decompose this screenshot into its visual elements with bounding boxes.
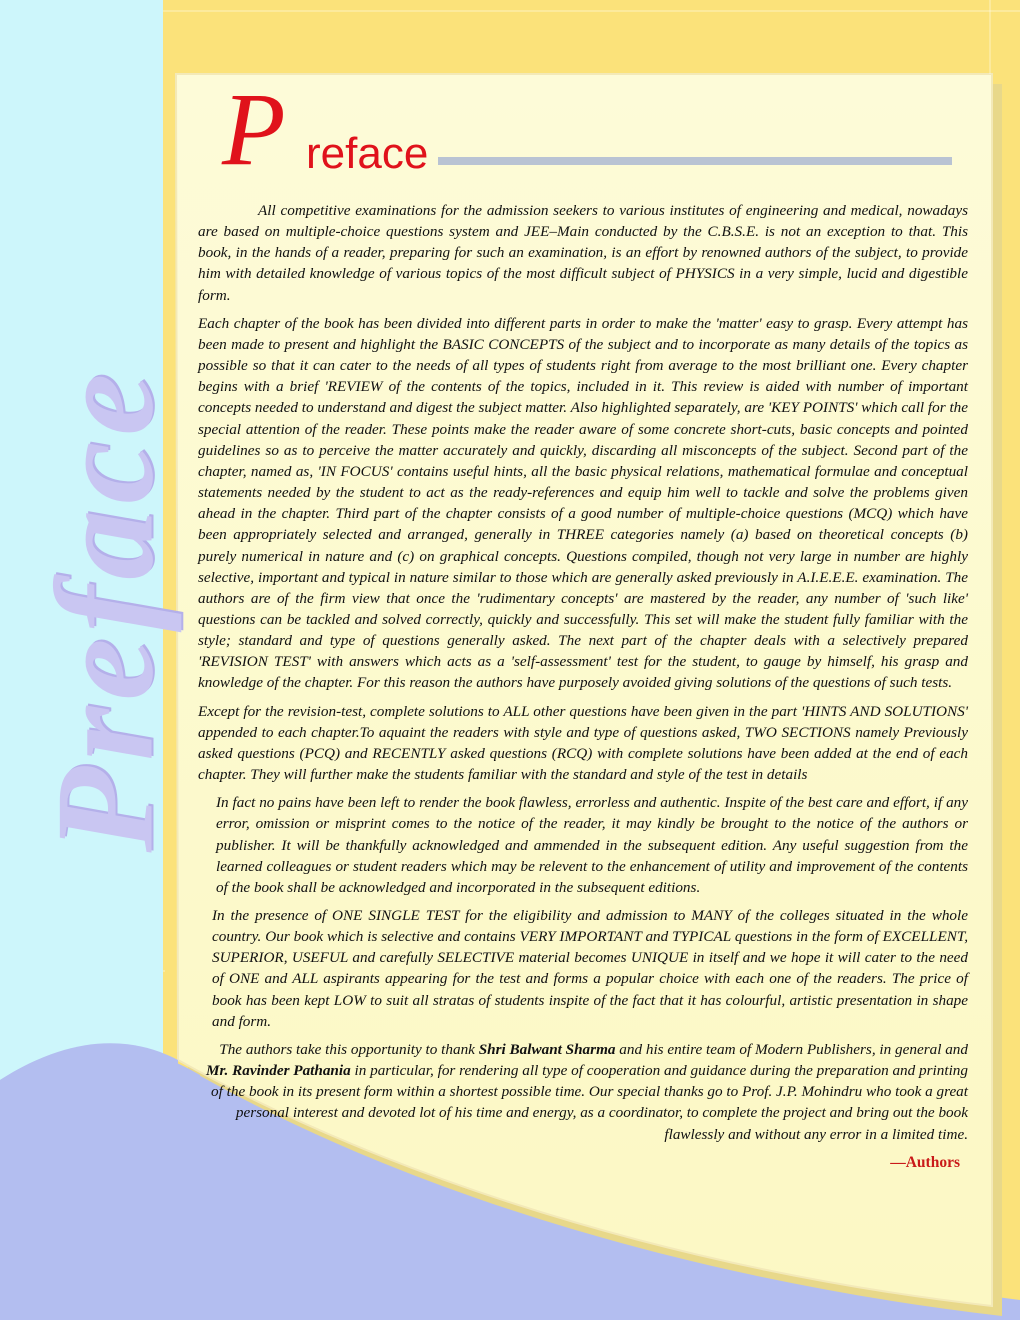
paragraph-acknowledgements xyxy=(198,1039,968,1145)
ack-text-2: and his entire team of Modern Publishers, in general and xyxy=(615,1040,968,1058)
paragraph-single-test: In the presence of ONE SINGLE TEST for the eligibility and admission to MANY of the colleges situated in the whole country. Our book which is selective and contains VERY IMPORTANT and TYPICAL questions in the form of EXCELLENT, SUPERIOR, USEFUL and carefully SELECTIVE material becomes UNIQUE in itself and we hope it will cater to the need of ONE and ALL aspirants appearing for the test and forms a popular choice with each one of the readers. The price of book has been kept LOW to suit all stratas of students inspite of the fact that it has colourful, artistic presentation in shape and form. xyxy=(212,907,968,1030)
preface-body xyxy=(198,200,968,1173)
ack-text-1: The authors take this opportunity to thank xyxy=(219,1040,479,1058)
side-title-decorative: Preface xyxy=(27,367,183,853)
title-underline-bar xyxy=(438,157,952,165)
paragraph-solutions: Except for the revision-test, complete solutions to ALL other questions have been given in the part 'HINTS AND SOLUTIONS' appended to each chapter.To aquaint the readers with style and type of questions asked, TWO SECTIONS namely Previously asked questions (PCQ) and RECENTLY asked questions (RCQ) with complete solutions have been added at the end of each chapter. They will further make the students familiar with the standard and style of the test in details xyxy=(198,702,968,784)
title-initial: P xyxy=(222,72,286,187)
ack-text-3: in particular, for rendering all type of cooperation and guidance during the preparation and printing of the book in its present form within a shortest possible time. Our special thanks go to Prof. J.P. Mohindru who took a great personal interest and devoted lot of his time and energy, as a coordinator, to complete the project and bring out the book flawlessly and without any error in a limited time. xyxy=(211,1062,968,1143)
ack-name-1: Shri Balwant Sharma xyxy=(478,1040,616,1058)
ack-name-2: Mr. Ravinder Pathania xyxy=(205,1062,351,1080)
paragraph-intro: All competitive examinations for the admission seekers to various institutes of engineering and medical, nowadays are based on multiple-choice questions system and JEE–Main conducted by the C.B.S.E. is not an exception to that. This book, in the hands of a reader, preparing for such an examination, is an effort by renowned authors of the subject, to provide him with detailed knowledge of various topics of the most difficult subject of PHYSICS in a very simple, lucid and digestible form. xyxy=(198,202,968,304)
title-rest: reface xyxy=(306,129,429,178)
signature: —Authors xyxy=(890,1153,960,1171)
paragraph-errors: In fact no pains have been left to render the book flawless, errorless and authentic. Inspite of the best care and effort, if any error, omission or misprint comes to the notice of the reader, it may kindly be brought to the notice of the authors or publisher. It will be thankfully acknowledged and ammended in the subsequent edition. Any useful suggestion from the learned colleagues or student readers which may be relevent to the enhancement of utility and improvement of the contents of the book shall be acknowledged and incorporated in the subsequent editions. xyxy=(216,794,968,896)
paragraph-chapter-structure: Each chapter of the book has been divided into different parts in order to make the 'matter' easy to grasp. Every attempt has been made to present and highlight the BASIC CONCEPTS of the subject and to incorporate as many details of the topics as possible so that it can cater to the needs of all types of students right from average to the most brilliant one. Every chapter begins with a brief 'REVIEW of the contents of the topics, included in it. This review is aided with number of important concepts needed to understand and digest the subject matter. Also highlighted separately, are 'KEY POINTS' which call for the special attention of the reader. These points make the reader aware of some concrete short-cuts, basic concepts and pointed guidelines so as to perceive the matter accurately and quickly, discarding all misconcepts of the subject. Second part of the chapter, named as, 'IN FOCUS' contains useful hints, all the basic physical relations, mathematical formulae and conceptual statements needed by the student to act as the ready-references and equip him well to tackle and solve the problems given ahead in the chapter. Third part of the chapter consists of a good number of multiple-choice questions (MCQ) which have been appropriately selected and arranged, generally in THREE categories namely (a) based on theoretical concepts (b) purely numerical in nature and (c) on graphical concepts. Questions compiled, though not very large in number are highly selective, important and typical in nature similar to those which are generally asked previously in A.I.E.E.E. examination. The authors are of the firm view that once the 'rudimentary concepts' are mastered by the reader, any number of 'such like' questions can be tackled and solved correctly, quickly and successfully. This set will make the student fully familiar with the style; standard and type of questions generally asked. The next part of the chapter deals with a selectively prepared 'REVISION TEST' with answers which acts as a 'self-assessment' test for the student, to gauge by himself, his grasp and knowledge of the chapter. For this reason the authors have purposely avoided giving solutions of the questions of such tests. xyxy=(198,314,968,692)
